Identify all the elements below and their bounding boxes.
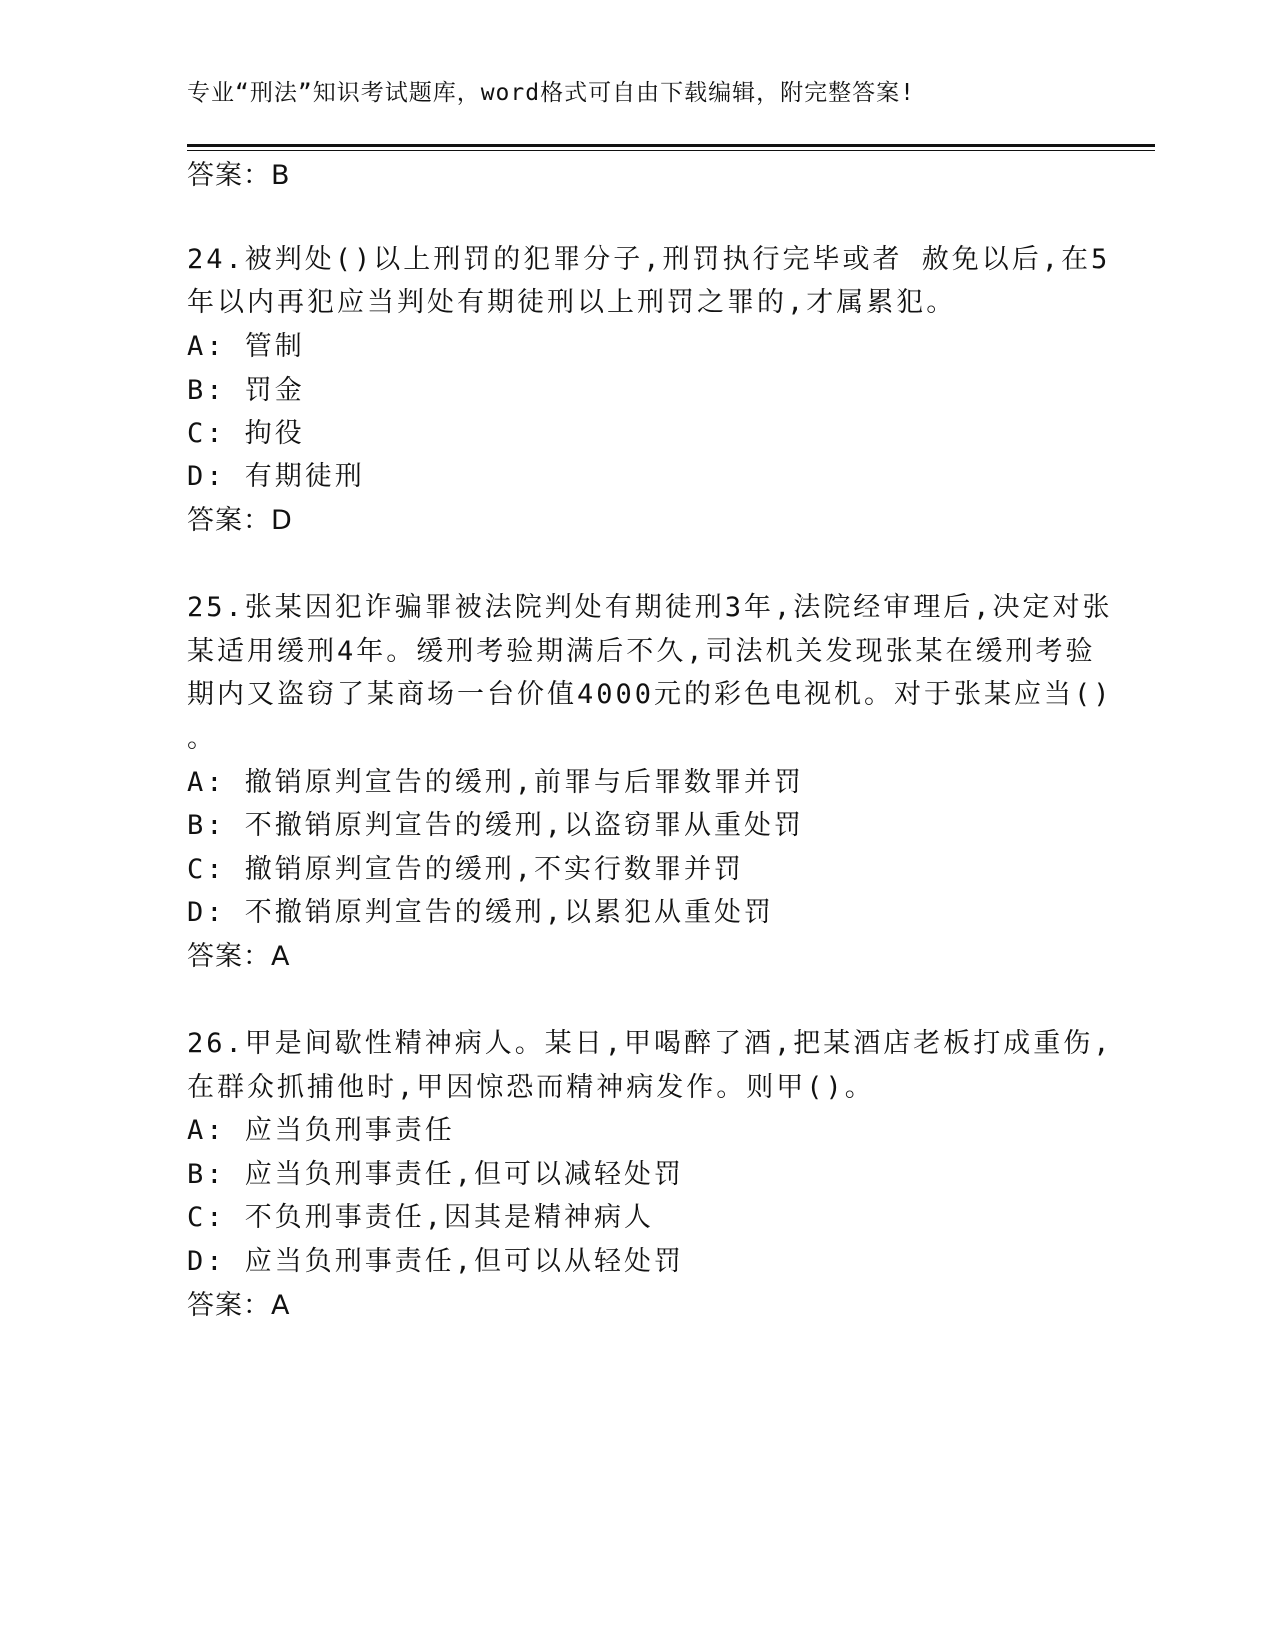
question-25-option-c: C: 撤销原判宣告的缓刑,不实行数罪并罚 (187, 854, 745, 885)
answer-23: 答案：B (187, 160, 291, 191)
question-26-option-b: B: 应当负刑事责任,但可以减轻处罚 (187, 1159, 685, 1190)
question-24-answer: 答案：D (187, 505, 293, 536)
question-26-option-a: A: 应当负刑事责任 (187, 1115, 455, 1146)
question-25-option-b: B: 不撤销原判宣告的缓刑,以盗窃罪从重处罚 (187, 810, 805, 841)
question-26-line-1: 26.甲是间歇性精神病人。某日,甲喝醉了酒,把某酒店老板打成重伤, (187, 1028, 1113, 1059)
question-24-option-a: A: 管制 (187, 331, 305, 362)
question-24-line-2: 年以内再犯应当判处有期徒刑以上刑罚之罪的,才属累犯。 (187, 287, 957, 318)
question-25-answer: 答案：A (187, 941, 291, 972)
question-26-answer: 答案：A (187, 1290, 291, 1321)
question-25-line-3: 期内又盗窃了某商场一台价值4000元的彩色电视机。对于张某应当() (187, 679, 1113, 710)
header-rule-thick (187, 144, 1155, 147)
question-24-line-1: 24.被判处()以上刑罚的犯罪分子,刑罚执行完毕或者 赦免以后,在5 (187, 244, 1111, 275)
question-25-line-1: 25.张某因犯诈骗罪被法院判处有期徒刑3年,法院经审理后,决定对张 (187, 592, 1113, 623)
question-25-option-d: D: 不撤销原判宣告的缓刑,以累犯从重处罚 (187, 897, 775, 928)
question-26-option-c: C: 不负刑事责任,因其是精神病人 (187, 1202, 655, 1233)
question-24-option-b: B: 罚金 (187, 375, 305, 406)
question-24-option-c: C: 拘役 (187, 418, 305, 449)
question-26-line-2: 在群众抓捕他时,甲因惊恐而精神病发作。则甲()。 (187, 1072, 875, 1103)
question-25-line-2: 某适用缓刑4年。缓刑考验期满后不久,司法机关发现张某在缓刑考验 (187, 636, 1096, 667)
question-26-option-d: D: 应当负刑事责任,但可以从轻处罚 (187, 1246, 685, 1277)
question-25-line-4: 。 (187, 723, 217, 754)
header-rule-thin (187, 150, 1155, 151)
question-24-option-d: D: 有期徒刑 (187, 461, 365, 492)
page-header: 专业“刑法”知识考试题库，word格式可自由下载编辑，附完整答案! (187, 80, 915, 106)
question-25-option-a: A: 撤销原判宣告的缓刑,前罪与后罪数罪并罚 (187, 767, 805, 798)
